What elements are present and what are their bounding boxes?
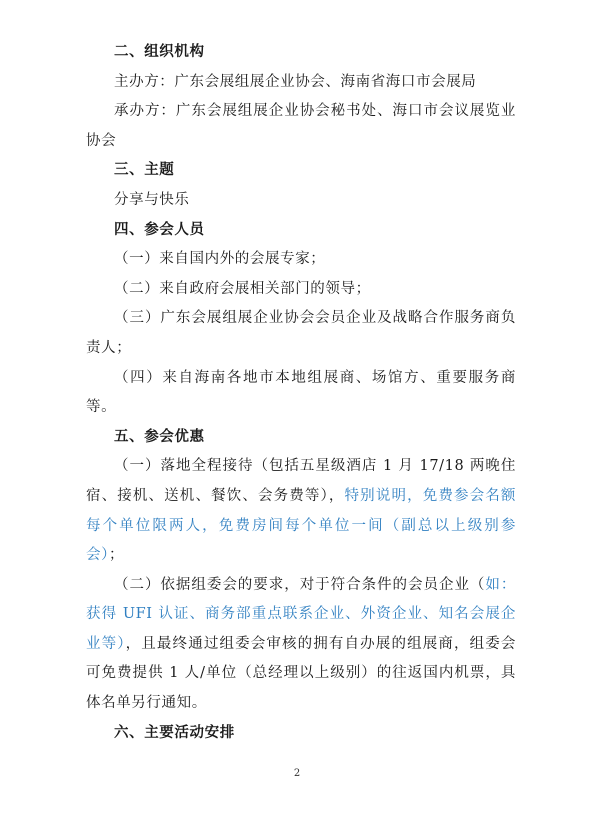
theme-text: 分享与快乐 — [114, 191, 190, 208]
benefit-1-highlight: 特别说明，免费参会名额每个单位限两人，免费房间每个单位一间（副总以上级别参会） — [86, 487, 516, 564]
benefit-item-1 — [86, 452, 516, 570]
attendee-item: （四）来自海南各地市本地组展商、场馆方、重要服务商等。 — [86, 369, 516, 416]
page-number: 2 — [293, 768, 301, 779]
host-line: 主办方：广东会展组展企业协会、海南省海口市会展局 — [114, 73, 477, 90]
attendee-item: （二）来自政府会展相关部门的领导； — [114, 280, 371, 297]
benefit-2-highlight: 如：获得 UFI 认证、商务部重点联系企业、外资企业、知名会展企业等） — [86, 576, 516, 652]
section-heading-activities: 六、主要活动安排 — [114, 724, 235, 741]
section-heading-theme: 三、主题 — [114, 162, 175, 179]
benefit-2-text: （二）依据组委会的要求，对于符合条件的会员企业（ — [114, 576, 486, 593]
benefit-item-2 — [86, 571, 516, 719]
benefit-1-suffix: ； — [108, 547, 125, 564]
organizer-line: 承办方：广东会展组展企业协会秘书处、海口市会议展览业协会 — [86, 103, 516, 149]
benefit-1-text: （一）落地全程接待（包括五星级酒店 1 月 17/18 两晚住宿、接机、送机、餐饮、会务费等）， — [86, 458, 516, 504]
attendee-item: （一）来自国内外的会展专家； — [114, 251, 326, 268]
document-body — [86, 38, 516, 748]
benefit-2-suffix: ，且最终通过组委会审核的拥有自办展的组展商，组委会可免费提供 1 人/单位（总经理以上级别）的往返国内机票，具体名单另行通知。 — [86, 635, 516, 712]
attendee-item: （三）广东会展组展企业协会会员企业及战略合作服务商负责人； — [86, 310, 516, 356]
section-heading-benefits: 五、参会优惠 — [114, 428, 205, 445]
section-heading-organization: 二、组织机构 — [114, 44, 205, 60]
section-heading-attendees: 四、参会人员 — [114, 221, 205, 238]
